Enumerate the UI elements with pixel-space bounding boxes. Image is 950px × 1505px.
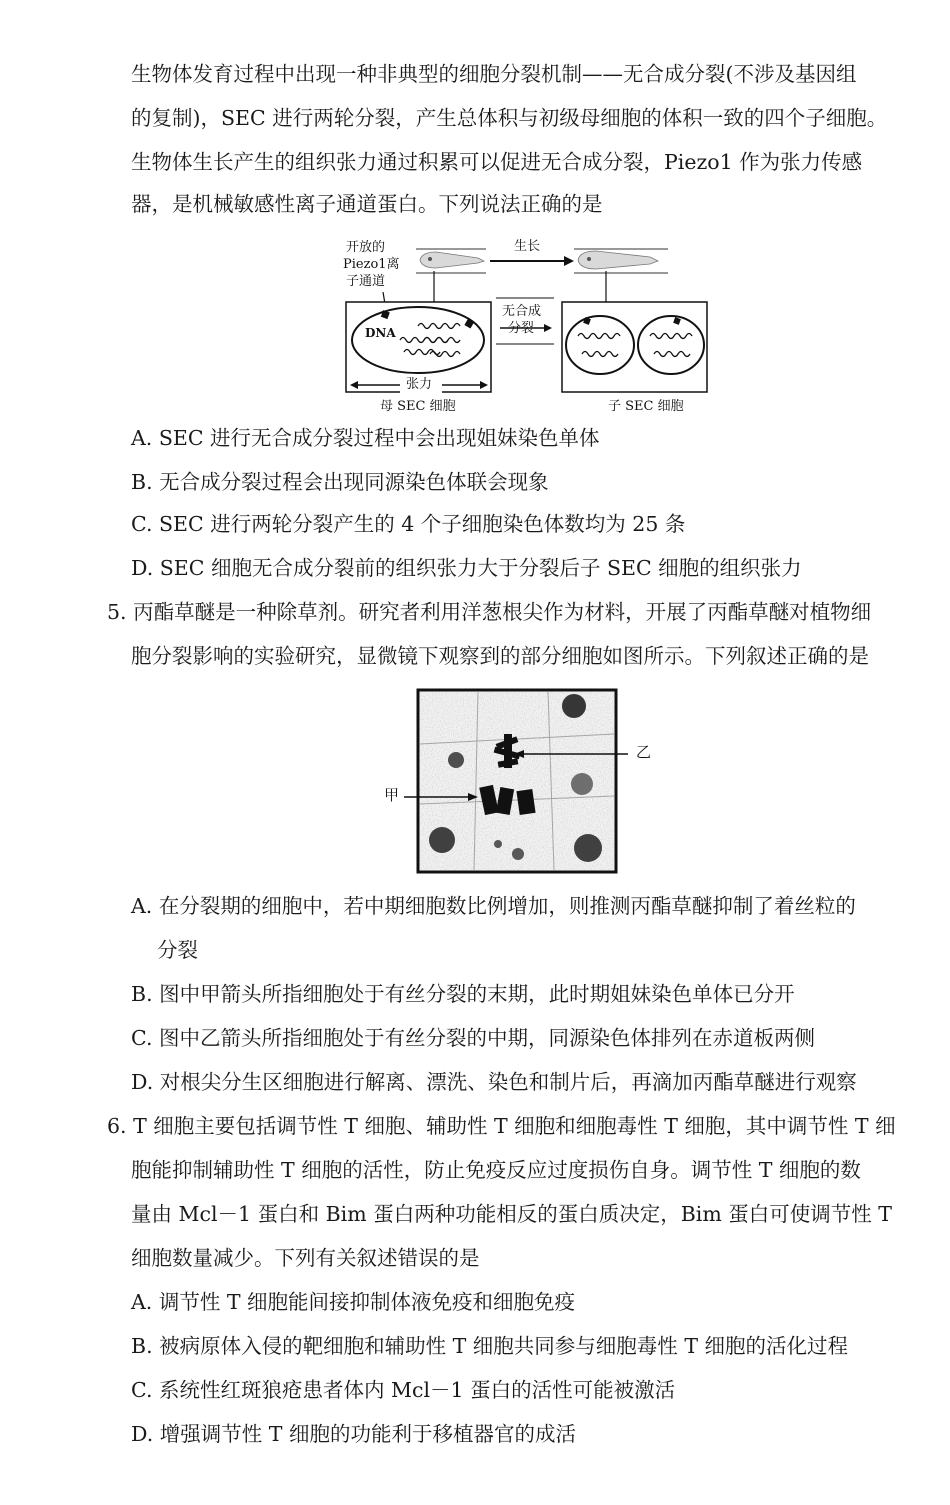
q4-stem-line-1: 生物体发育过程中出现一种非典型的细胞分裂机制——无合成分裂(不涉及基因组 (131, 62, 857, 86)
q5-option-a-line-1: A. 在分裂期的细胞中，若中期细胞数比例增加，则推测丙酯草醚抑制了着丝粒的 (131, 894, 856, 918)
q4-stem-line-3: 生物体生长产生的组织张力通过积累可以促进无合成分裂，Piezo1 作为张力传感 (131, 150, 863, 174)
q6-stem-line-2: 胞能抑制辅助性 T 细胞的活性，防止免疫反应过度损伤自身。调节性 T 细胞的数 (131, 1158, 861, 1182)
label-jia: 甲 (384, 786, 400, 804)
q5-option-d: D. 对根尖分生区细胞进行解离、漂洗、染色和制片后，再滴加丙酯草醚进行观察 (131, 1070, 857, 1094)
q5-stem-line-1: 5. 丙酯草醚是一种除草剂。研究者利用洋葱根尖作为材料，开展了丙酯草醚对植物细 (107, 600, 872, 624)
nucleus-blob (562, 694, 586, 718)
label-yi: 乙 (636, 743, 652, 761)
micrograph-svg (378, 684, 670, 876)
q6-stem-line-4: 细胞数量减少。下列有关叙述错误的是 (131, 1246, 480, 1270)
q5-option-a-line-2: 分裂 (157, 938, 198, 962)
open-channel-label-3: 子通道 (346, 274, 386, 289)
q4-option-d: D. SEC 细胞无合成分裂前的组织张力大于分裂后子 SEC 细胞的组织张力 (131, 556, 802, 580)
open-channel-label-1: 开放的 (346, 240, 386, 255)
q6-stem-line-3: 量由 Mcl－1 蛋白和 Bim 蛋白两种功能相反的蛋白质决定，Bim 蛋白可使调节性 T (131, 1202, 892, 1226)
q4-option-b: B. 无合成分裂过程会出现同源染色体联会现象 (131, 470, 549, 494)
division-label-2: 分裂 (508, 321, 535, 336)
q6-option-b: B. 被病原体入侵的靶细胞和辅助性 T 细胞共同参与细胞毒性 T 细胞的活化过程 (131, 1334, 849, 1358)
dna-label: DNA (365, 326, 396, 340)
q4-option-c: C. SEC 进行两轮分裂产生的 4 个子细胞染色体数均为 25 条 (131, 512, 686, 536)
q6-stem-line-1: 6. T 细胞主要包括调节性 T 细胞、辅助性 T 细胞和细胞毒性 T 细胞，其中调节性 T 细 (107, 1114, 896, 1138)
q4-option-a: A. SEC 进行无合成分裂过程中会出现姐妹染色单体 (131, 426, 600, 450)
mother-sec-caption: 母 SEC 细胞 (380, 399, 456, 414)
daughter-sec-caption: 子 SEC 细胞 (608, 399, 684, 414)
division-label-1: 无合成 (502, 304, 542, 319)
q6-option-a: A. 调节性 T 细胞能间接抑制体液免疫和细胞免疫 (131, 1290, 576, 1314)
open-channel-label-2: Piezo1离 (343, 257, 400, 272)
q4-stem-line-2: 的复制)，SEC 进行两轮分裂，产生总体积与初级母细胞的体积一致的四个子细胞。 (131, 106, 888, 130)
q5-stem-line-2: 胞分裂影响的实验研究，显微镜下观察到的部分细胞如图所示。下列叙述正确的是 (131, 644, 869, 668)
sec-division-diagram (338, 236, 718, 418)
tension-label: 张力 (406, 377, 433, 392)
q4-stem-line-4: 器，是机械敏感性离子通道蛋白。下列说法正确的是 (131, 192, 603, 216)
q5-option-b: B. 图中甲箭头所指细胞处于有丝分裂的末期，此时期姐妹染色单体已分开 (131, 982, 795, 1006)
q6-option-d: D. 增强调节性 T 细胞的功能利于移植器官的成活 (131, 1422, 576, 1446)
q5-option-c: C. 图中乙箭头所指细胞处于有丝分裂的中期，同源染色体排列在赤道板两侧 (131, 1026, 815, 1050)
q6-option-c: C. 系统性红斑狼疮患者体内 Mcl－1 蛋白的活性可能被激活 (131, 1378, 676, 1402)
growth-label: 生长 (514, 239, 541, 254)
micrograph-figure (378, 684, 670, 876)
